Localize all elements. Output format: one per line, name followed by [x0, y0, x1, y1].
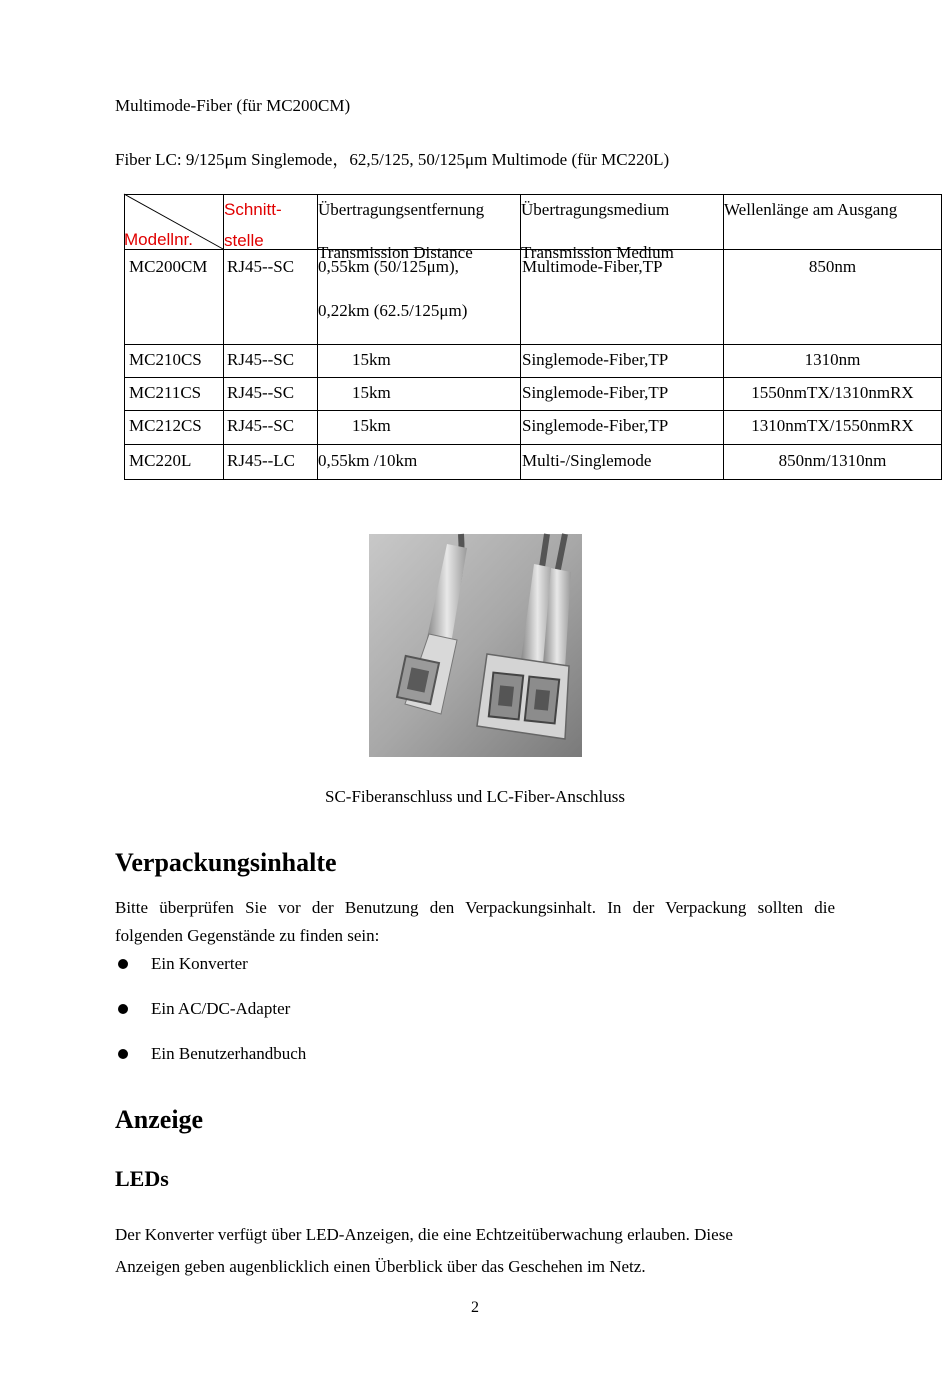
row2-wavelength: 1310nm: [804, 350, 861, 369]
row5-model: MC220L: [129, 451, 192, 470]
connector-photo: [369, 534, 582, 757]
row1-interface: RJ45--SC: [227, 257, 295, 276]
header-distance: Übertragungsentfernung: [318, 200, 485, 219]
packaging-item-1: Ein Konverter: [151, 954, 248, 973]
header-model: Modellnr.: [124, 230, 193, 249]
section-title-packaging: Verpackungsinhalte: [115, 848, 337, 877]
row2-interface: RJ45--SC: [227, 350, 295, 369]
row2-distance: 15km: [352, 350, 391, 369]
packaging-item-2: Ein AC/DC-Adapter: [151, 999, 291, 1018]
bullet-icon: [118, 1004, 128, 1014]
bullet-icon: [118, 959, 128, 969]
row1-distance: 0,55km (50/125μm),: [318, 257, 459, 276]
row4-wavelength: 1310nmTX/1550nmRX: [751, 416, 914, 435]
bullet-icon: [118, 1049, 128, 1059]
row1-medium: Multimode-Fiber,TP: [522, 257, 663, 276]
row3-distance: 15km: [352, 383, 391, 402]
row5-medium: Multi-/Singlemode: [522, 451, 652, 470]
row3-model: MC211CS: [129, 383, 202, 402]
header-medium: Übertragungsmedium: [521, 200, 670, 219]
section-title-display: Anzeige: [115, 1105, 204, 1134]
row4-medium: Singlemode-Fiber,TP: [522, 416, 669, 435]
row4-distance: 15km: [352, 416, 391, 435]
row5-interface: RJ45--LC: [227, 451, 295, 470]
row5-distance: 0,55km /10km: [318, 451, 418, 470]
row3-wavelength: 1550nmTX/1310nmRX: [751, 383, 914, 402]
subsection-title-leds: LEDs: [115, 1166, 169, 1191]
row3-interface: RJ45--SC: [227, 383, 295, 402]
intro-line-2: Fiber LC: 9/125μm Singlemode，62,5/125, 50/125μm Multimode (für MC220L): [115, 150, 670, 169]
row1-model: MC200CM: [129, 257, 208, 276]
row1-distance-2: 0,22km (62.5/125μm): [318, 301, 468, 320]
header-interface-2: stelle: [224, 231, 264, 250]
row4-model: MC212CS: [129, 416, 202, 435]
intro-line-1: Multimode-Fiber (für MC200CM): [115, 96, 351, 115]
figure-caption: SC-Fiberanschluss und LC-Fiber-Anschluss: [325, 787, 625, 806]
display-text-1: Der Konverter verfügt über LED-Anzeigen, die eine Echtzeitüberwachung erlauben. Diese: [115, 1225, 733, 1244]
row1-wavelength: 850nm: [808, 257, 857, 276]
header-medium-cut: Transmission Medium: [521, 243, 674, 262]
row3-medium: Singlemode-Fiber,TP: [522, 383, 669, 402]
packaging-item-3: Ein Benutzerhandbuch: [151, 1044, 307, 1063]
row2-medium: Singlemode-Fiber,TP: [522, 350, 669, 369]
row4-interface: RJ45--SC: [227, 416, 295, 435]
header-wavelength: Wellenlänge am Ausgang: [724, 200, 898, 219]
spec-table: [124, 194, 942, 480]
row2-model: MC210CS: [129, 350, 202, 369]
packaging-text-2: folgenden Gegenstände zu finden sein:: [115, 926, 380, 945]
page-number: 2: [471, 1299, 479, 1316]
header-distance-cut: Transmission Distance: [318, 243, 473, 262]
display-text-2: Anzeigen geben augenblicklich einen Überblick über das Geschehen im Netz.: [115, 1257, 646, 1276]
row5-wavelength: 850nm/1310nm: [778, 451, 887, 470]
header-interface-1: Schnitt-: [224, 200, 282, 219]
packaging-text-1: Bitte überprüfen Sie vor der Benutzung den Verpackungsinhalt. In der Verpackung sollten die: [115, 898, 835, 917]
